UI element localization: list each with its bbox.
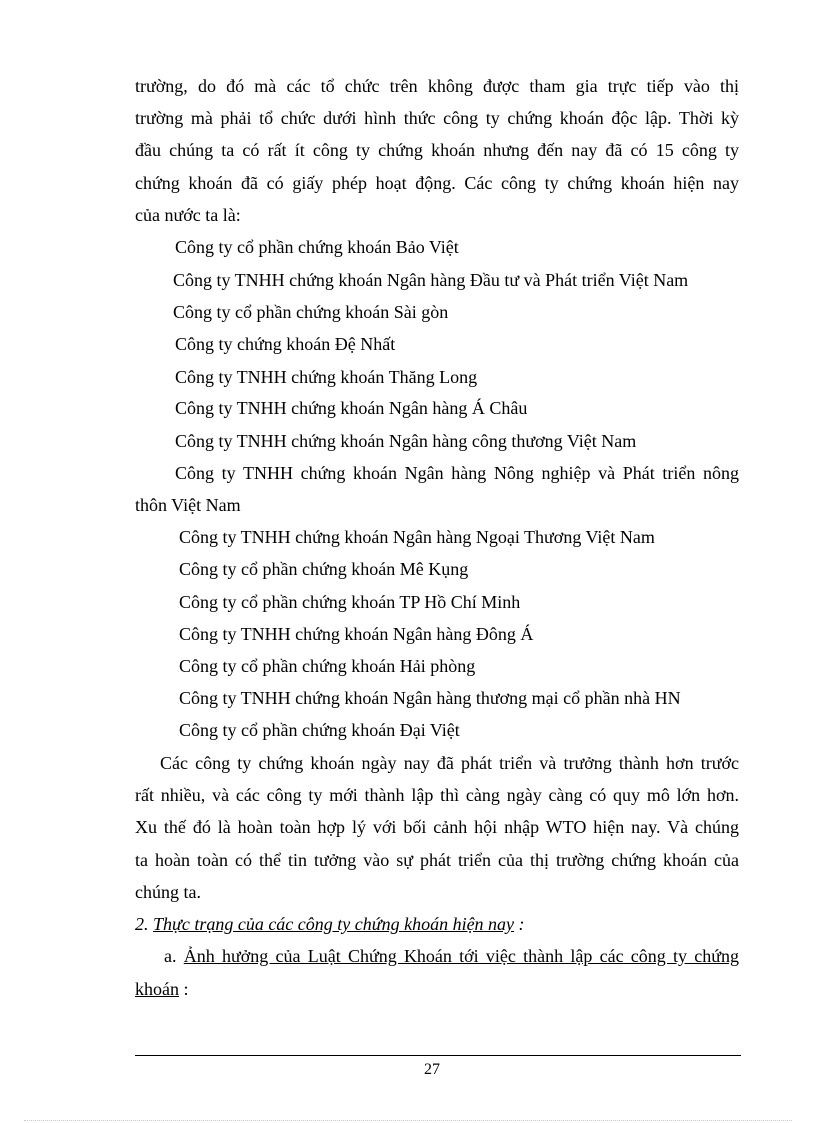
paragraph-line: ta hoàn toàn có thể tin tưởng vào sự phát triển của thị trường chứng khoán của xyxy=(135,850,739,870)
paragraph-line: trường, do đó mà các tổ chức trên không được tham gia trực tiếp vào thị xyxy=(135,76,739,96)
paragraph-line: Xu thế đó là hoàn toàn hợp lý với bối cảnh hội nhập WTO hiện nay. Và chúng xyxy=(135,817,739,837)
paragraph-line: của nước ta là: xyxy=(135,205,241,225)
page-number: 27 xyxy=(424,1061,440,1078)
paragraph-line: Các công ty chứng khoán ngày nay đã phát triển và trưởng thành hơn trước xyxy=(160,753,739,773)
company-list-item: Công ty TNHH chứng khoán Ngân hàng Á Châu xyxy=(175,398,528,418)
company-list-item: Công ty cổ phần chứng khoán TP Hồ Chí Minh xyxy=(179,592,521,612)
company-list-item: Công ty cổ phần chứng khoán Mê Kụng xyxy=(179,559,469,579)
section-heading xyxy=(135,914,525,934)
company-list-item: Công ty TNHH chứng khoán Ngân hàng Ngoại Thương Việt Nam xyxy=(179,527,655,547)
page-bottom-border xyxy=(24,1120,792,1121)
company-list-item: Công ty TNHH chứng khoán Thăng Long xyxy=(175,367,478,387)
subsection-heading xyxy=(164,946,739,966)
paragraph-line: rất nhiều, và các công ty mới thành lập thì càng ngày càng có quy mô lớn hơn. xyxy=(135,785,739,805)
footer-rule xyxy=(135,1055,741,1056)
company-list-item: Công ty cổ phần chứng khoán Sài gòn xyxy=(173,302,449,322)
section-number: 2. xyxy=(135,914,149,934)
subsection-title-line2: khoán xyxy=(135,979,179,999)
subsection-suffix: : xyxy=(179,979,189,999)
section-suffix: : xyxy=(514,914,525,934)
paragraph-line: trường mà phải tổ chức dưới hình thức công ty chứng khoán độc lập. Thời kỳ xyxy=(135,108,739,128)
company-list-item: Công ty TNHH chứng khoán Ngân hàng thương mại cổ phần nhà HN xyxy=(179,688,681,708)
subsection-label: a. xyxy=(164,946,177,966)
section-title: Thực trạng của các công ty chứng khoán hiện nay xyxy=(153,914,515,934)
subsection-title-line1: Ảnh hưởng của Luật Chứng Khoán tới việc thành lập các công ty chứng xyxy=(183,946,740,966)
company-list-item: Công ty TNHH chứng khoán Ngân hàng công thương Việt Nam xyxy=(175,431,637,451)
company-list-item: Công ty cổ phần chứng khoán Bảo Việt xyxy=(175,237,459,257)
company-list-item: Công ty chứng khoán Đệ Nhất xyxy=(175,334,396,354)
paragraph-line: chứng khoán đã có giấy phép hoạt động. Các công ty chứng khoán hiện nay xyxy=(135,173,739,193)
company-list-item: Công ty cổ phần chứng khoán Đại Việt xyxy=(179,720,460,740)
company-list-item: Công ty TNHH chứng khoán Ngân hàng Đầu tư và Phát triển Việt Nam xyxy=(173,270,689,290)
subsection-heading-continuation xyxy=(135,979,189,999)
company-list-item-continuation: thôn Việt Nam xyxy=(135,495,241,515)
company-list-item: Công ty TNHH chứng khoán Ngân hàng Đông Á xyxy=(179,624,534,644)
paragraph-line: chúng ta. xyxy=(135,882,201,902)
company-list-item: Công ty cổ phần chứng khoán Hải phòng xyxy=(179,656,476,676)
paragraph-line: đầu chúng ta có rất ít công ty chứng khoán nhưng đến nay đã có 15 công ty xyxy=(135,140,739,160)
company-list-item: Công ty TNHH chứng khoán Ngân hàng Nông nghiệp và Phát triển nông xyxy=(175,463,739,483)
